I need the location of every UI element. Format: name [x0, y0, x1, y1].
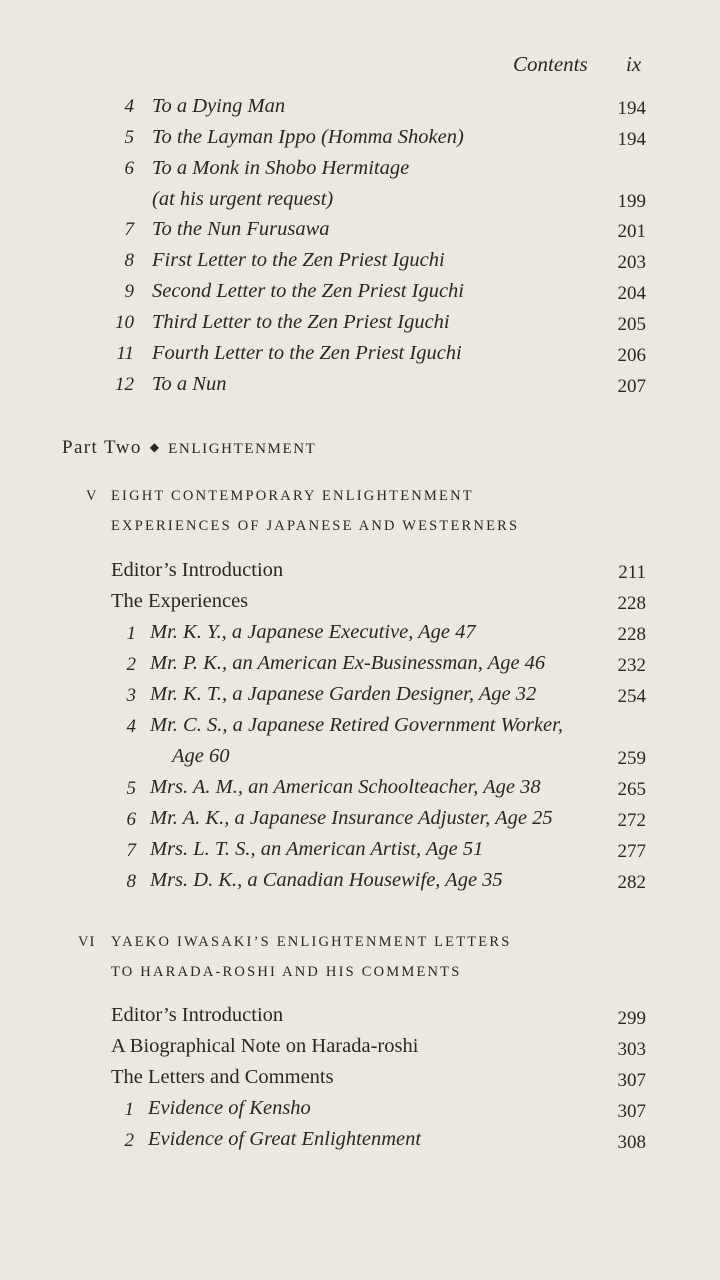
toc-item-title: Mrs. D. K., a Canadian Housewife, Age 35 [150, 869, 503, 891]
toc-item-number: 4 [126, 716, 136, 737]
toc-item-number: 4 [124, 96, 134, 117]
toc-entry-title: Editor’s Introduction [111, 559, 284, 581]
toc-item-number: 2 [126, 654, 136, 675]
toc-item-title: Mrs. A. M., an American Schoolteacher, Age 38 [150, 776, 541, 798]
toc-item-page: 228 [617, 624, 646, 645]
toc-item-page: 204 [617, 283, 646, 304]
page-folio: ix [626, 52, 642, 76]
toc-item-number: 11 [116, 343, 134, 364]
toc-item-title: Mr. K. Y., a Japanese Executive, Age 47 [150, 621, 476, 643]
toc-item-title: First Letter to the Zen Priest Iguchi [152, 249, 445, 271]
toc-entry-page: 228 [617, 593, 646, 614]
section-heading-line: EIGHT CONTEMPORARY ENLIGHTENMENT [111, 488, 474, 504]
toc-item-page: 254 [617, 686, 646, 707]
section-heading-line: EXPERIENCES OF JAPANESE AND WESTERNERS [111, 518, 520, 534]
toc-item-number: 8 [124, 250, 134, 271]
toc-item-number: 8 [126, 871, 136, 892]
section-roman-numeral: V [86, 488, 98, 504]
toc-item-title: To a Dying Man [152, 95, 286, 117]
toc-item-number: 1 [126, 623, 136, 644]
toc-item-page: 307 [617, 1101, 646, 1122]
toc-item-title: Evidence of Kensho [148, 1097, 311, 1119]
toc-item-page: 282 [617, 872, 646, 893]
toc-item-title: Evidence of Great Enlightenment [148, 1128, 422, 1150]
toc-item-page: 206 [617, 345, 646, 366]
toc-item-number: 6 [126, 809, 136, 830]
toc-item-number: 3 [126, 685, 136, 706]
toc-item-number: 5 [124, 127, 134, 148]
section-heading-line: YAEKO IWASAKI’S ENLIGHTENMENT LETTERS [111, 934, 512, 950]
toc-item-page: 199 [617, 191, 646, 212]
part-label: Part Two [62, 437, 142, 458]
toc-item-number: 7 [124, 219, 134, 240]
toc-item-page: 265 [617, 779, 646, 800]
toc-item-number: 6 [124, 158, 134, 179]
toc-item-title: Fourth Letter to the Zen Priest Iguchi [152, 342, 462, 364]
toc-item-title: Second Letter to the Zen Priest Iguchi [152, 280, 464, 302]
toc-entry-title: A Biographical Note on Harada-roshi [111, 1035, 419, 1057]
part-title: ENLIGHTENMENT [168, 441, 317, 457]
toc-item-title: To the Nun Furusawa [152, 218, 330, 240]
toc-item-page: 259 [617, 748, 646, 769]
running-head-title: Contents [513, 52, 588, 76]
toc-item-number: 12 [115, 374, 134, 395]
toc-item-page: 272 [617, 810, 646, 831]
toc-item-page: 194 [617, 129, 646, 150]
section-heading-line: TO HARADA-ROSHI AND HIS COMMENTS [111, 964, 462, 980]
toc-item-number: 9 [124, 281, 134, 302]
toc-item-title: Mrs. L. T. S., an American Artist, Age 51 [150, 838, 484, 860]
toc-item-title: Mr. K. T., a Japanese Garden Designer, Age 32 [150, 683, 537, 705]
toc-entry-title: Editor’s Introduction [111, 1004, 284, 1026]
toc-item-title: Mr. C. S., a Japanese Retired Government Worker, [150, 714, 563, 736]
toc-item-title-continued: Age 60 [172, 745, 230, 767]
toc-item-number: 10 [115, 312, 134, 333]
toc-entry-page: 299 [617, 1008, 646, 1029]
toc-item-number: 2 [124, 1130, 134, 1151]
toc-item-number: 7 [126, 840, 136, 861]
toc-item-title: Mr. A. K., a Japanese Insurance Adjuster, Age 25 [150, 807, 553, 829]
section-roman-numeral: VI [78, 934, 96, 950]
toc-item-page: 277 [617, 841, 646, 862]
toc-item-title: To the Layman Ippo (Homma Shoken) [152, 126, 464, 148]
toc-item-title: Mr. P. K., an American Ex-Businessman, Age 46 [150, 652, 546, 674]
toc-item-number: 5 [126, 778, 136, 799]
toc-item-title-continued: (at his urgent request) [152, 188, 334, 210]
toc-item-page: 194 [617, 98, 646, 119]
toc-item-title: Third Letter to the Zen Priest Iguchi [152, 311, 450, 333]
toc-entry-page: 211 [618, 562, 646, 583]
toc-entry-title: The Letters and Comments [111, 1066, 334, 1088]
toc-item-page: 232 [617, 655, 646, 676]
part-heading [62, 437, 316, 459]
toc-item-page: 205 [617, 314, 646, 335]
toc-entry-page: 307 [617, 1070, 646, 1091]
toc-item-page: 308 [617, 1132, 646, 1153]
toc-item-page: 207 [617, 376, 646, 397]
toc-entry-page: 303 [617, 1039, 646, 1060]
toc-item-title: To a Nun [152, 373, 227, 395]
toc-item-title: To a Monk in Shobo Hermitage [152, 157, 410, 179]
diamond-bullet-icon: ◆ [149, 440, 161, 454]
toc-entry-title: The Experiences [111, 590, 249, 612]
toc-item-page: 201 [617, 221, 646, 242]
toc-item-number: 1 [124, 1099, 134, 1120]
toc-item-page: 203 [617, 252, 646, 273]
